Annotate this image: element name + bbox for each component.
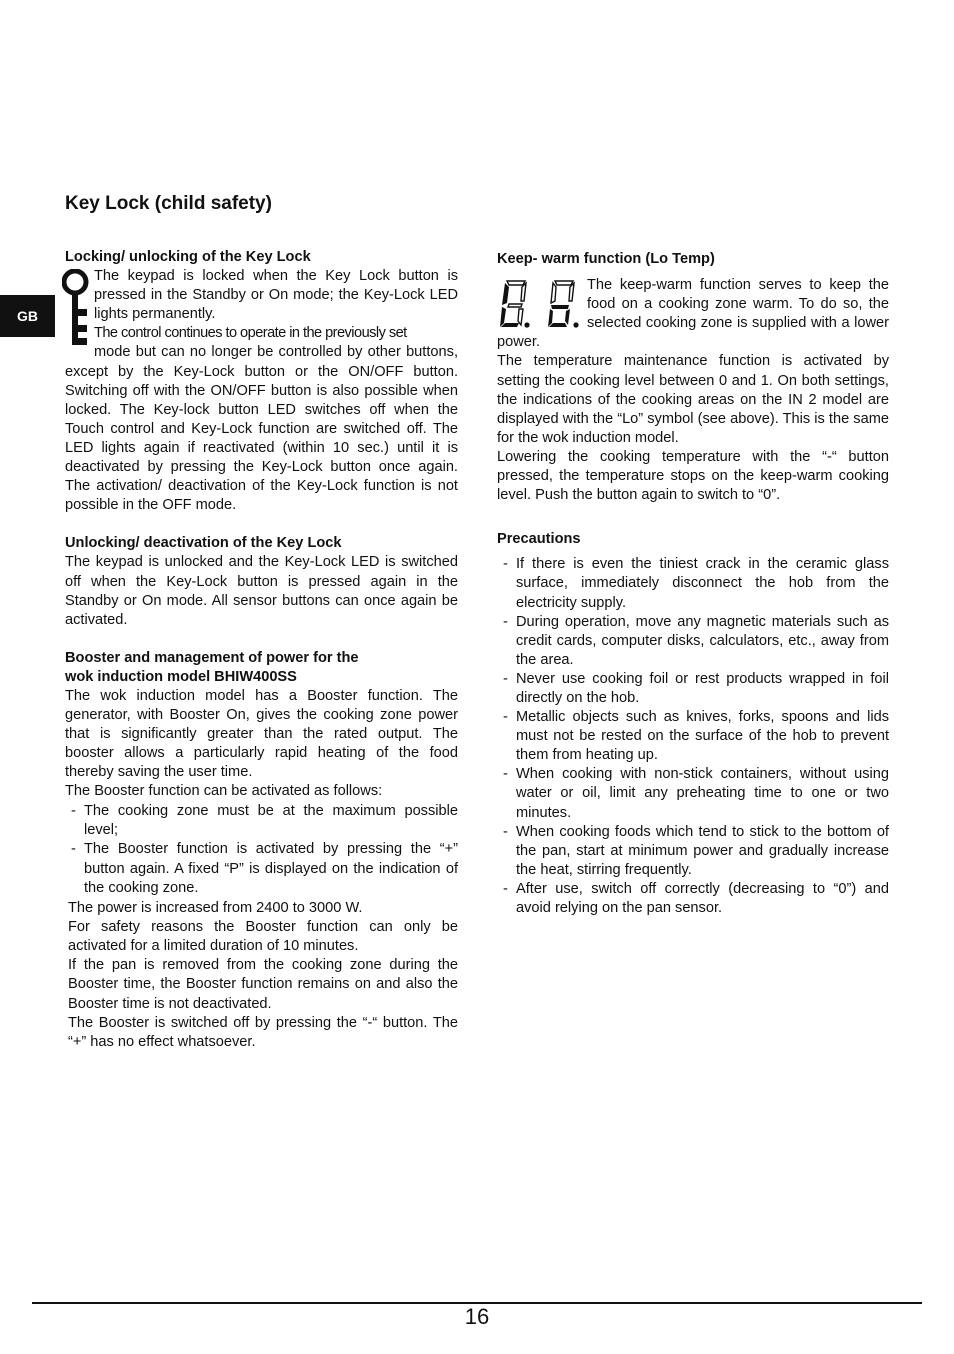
language-tab-label: GB <box>17 308 38 324</box>
lo-display-icon <box>497 279 583 329</box>
booster-activate: The Booster function can be activated as follows: <box>65 783 383 800</box>
list-item: - The cooking zone must be at the maximum possible level; <box>65 802 458 840</box>
booster-title-1: Booster and management of power for the <box>65 649 359 666</box>
booster-power: The power is increased from 2400 to 3000 W. <box>68 900 363 917</box>
list-item: - When cooking foods which tend to stick to the bottom of the pan, start at minimum power and gradually increase the heat, stirring frequently. <box>497 823 889 880</box>
list-item: - Never use cooking foil or rest products wrapped in foil directly on the hob. <box>497 670 889 708</box>
keepwarm-lower: Lowering the cooking temperature with the “-“ button pressed, the temperature stops on the keep-warm cooking level. Push the button again to switch to “0”. <box>497 448 889 504</box>
locking-title: Locking/ unlocking of the Key Lock <box>65 249 311 265</box>
page-number: 16 <box>464 1304 490 1329</box>
booster-title-2: wok induction model BHIW400SS <box>65 668 297 685</box>
booster-safety: For safety reasons the Booster function can only be activated for a limited duration of 10 minutes. <box>68 919 458 955</box>
list-item: - The Booster function is activated by pressing the “+” button again. A fixed “P” is displayed on the indication of the cooking zone. <box>65 840 458 899</box>
keepwarm-intro: The keep-warm function serves to keep the food on a cooking zone warm. To do so, the selected cooking zone is supplied with a lower power. <box>497 277 889 351</box>
locking-tight: The control continues to operate in the previously set <box>94 325 407 342</box>
unlocking-body: The keypad is unlocked and the Key-Lock LED is switched off when the Key-Lock button is pressed again in the Standby or On mode. All sensor buttons can once again be activated. <box>65 554 458 628</box>
list-item: - During operation, move any magnetic materials such as credit cards, computer disks, calculators, etc., away from the area. <box>497 613 889 670</box>
locking-intro: The keypad is locked when the Key Lock button is pressed in the Standby or On mode; the Key-Lock LED lights permanently. <box>94 268 458 323</box>
key-lock-icon <box>62 269 92 347</box>
list-item: - If there is even the tiniest crack in the ceramic glass surface, immediately disconnect the hob from the electricity supply. <box>497 555 889 612</box>
left-column <box>65 248 458 1052</box>
booster-pan: If the pan is removed from the cooking zone during the Booster time, the Booster function remains on and also the Booster time is not deactivated. <box>68 957 458 1012</box>
booster-steps <box>65 802 458 900</box>
booster-off: The Booster is switched off by pressing the “-“ button. The “+” has no effect whatsoever. <box>68 1014 458 1050</box>
locking-body: mode but can no longer be controlled by other buttons, except by the Key-Lock button or the ON/OFF button. Switching off with the ON/OFF button is also possible when locked. The Key-lock button LED switches off when the Touch control and Key-Lock function are switched off. The LED lights again if reactivated (within 10 sec.) until it is deactivated by pressing the Key-Lock button once again. The activation/ deactivation of the Key-Lock function is not possible in the OFF mode. <box>65 344 458 514</box>
precautions-title: Precautions <box>497 531 581 548</box>
list-item: - After use, switch off correctly (decreasing to “0”) and avoid relying on the pan sensor. <box>497 880 889 918</box>
keepwarm-body: The temperature maintenance function is activated by setting the cooking level between 0 and 1. On both settings, the indications of the cooking areas on the IN 2 model are displayed with the “Lo” symbol (see above). This is the same for the wok induction model. <box>497 353 889 446</box>
right-column <box>497 250 889 918</box>
precautions-list <box>497 555 889 918</box>
page-title: Key Lock (child safety) <box>65 193 272 214</box>
list-item: - When cooking with non-stick containers, without using water or oil, limit any preheating time to one or two minutes. <box>497 765 889 822</box>
unlocking-title: Unlocking/ deactivation of the Key Lock <box>65 535 342 552</box>
list-item: - Metallic objects such as knives, forks, spoons and lids must not be rested on the surface of the hob to prevent them from heating up. <box>497 708 889 765</box>
keepwarm-title: Keep- warm function (Lo Temp) <box>497 251 715 267</box>
language-tab <box>0 295 55 337</box>
booster-body: The wok induction model has a Booster function. The generator, with Booster On, gives the cooking zone power that is significantly greater than the rated output. The booster allows a particularly rapid heating of the food thereby saving the user time. <box>65 687 458 781</box>
